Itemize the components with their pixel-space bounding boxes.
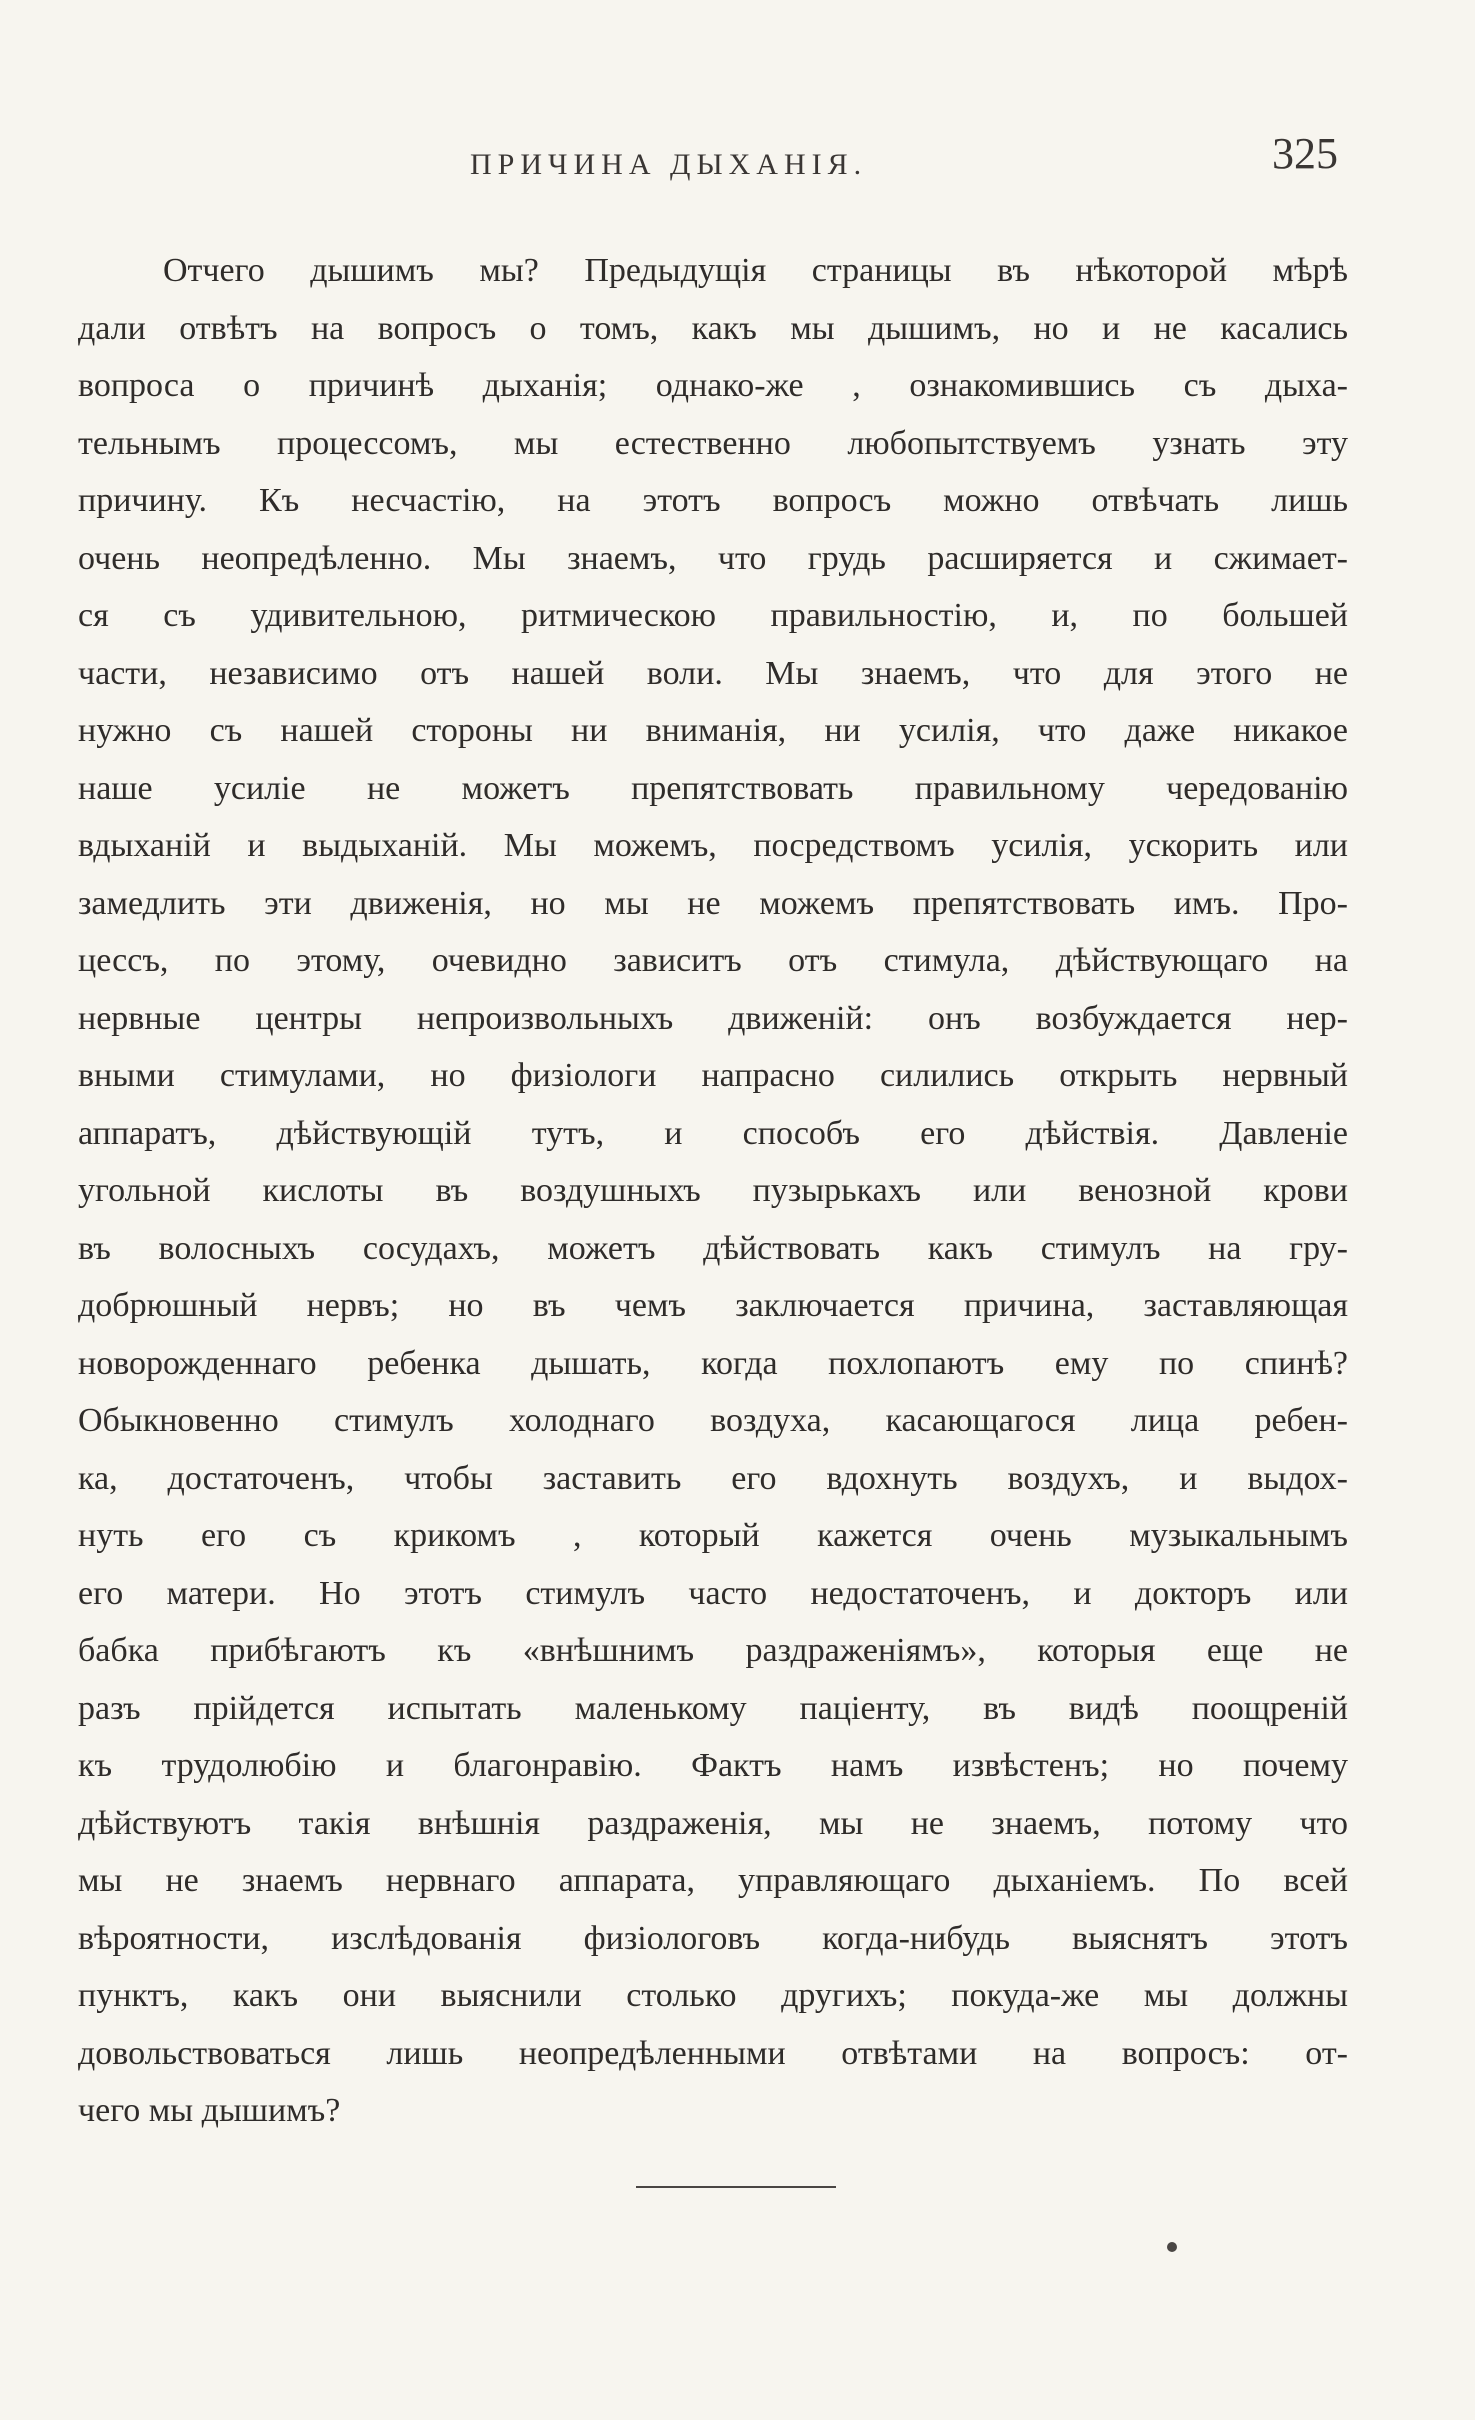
text-line: нуть его съ крикомъ , который кажется очень музыкальнымъ	[78, 1517, 1348, 1554]
text-line: аппаратъ, дѣйствующій тутъ, и способъ его дѣйствія. Давленіе	[78, 1114, 1348, 1152]
text-line: ся съ удивительною, ритмическою правильностію, и, по большей	[78, 597, 1348, 634]
text-line: вдыханій и выдыханій. Мы можемъ, посредствомъ усилія, ускорить или	[78, 827, 1348, 864]
text-line: Отчего дышимъ мы? Предыдущія страницы въ нѣкоторой мѣрѣ	[163, 252, 1348, 289]
text-line: Обыкновенно стимулъ холоднаго воздуха, касающагося лица ребен-	[78, 1402, 1348, 1439]
text-line: части, независимо отъ нашей воли. Мы знаемъ, что для этого не	[78, 654, 1348, 692]
text-line: причину. Къ несчастію, на этотъ вопросъ можно отвѣчать лишь	[78, 482, 1348, 519]
text-line: ка, достаточенъ, чтобы заставить его вдохнуть воздухъ, и выдох-	[78, 1459, 1348, 1497]
text-line: угольной кислоты въ воздушныхъ пузырькахъ или венозной крови	[78, 1172, 1348, 1209]
text-line: разъ прійдется испытать маленькому паціенту, въ видѣ поощреній	[78, 1689, 1348, 1727]
text-line: очень неопредѣленно. Мы знаемъ, что грудь расширяется и сжимает-	[78, 539, 1348, 577]
text-line: вѣроятности, изслѣдованія физіологовъ когда-нибудь выяснятъ этотъ	[78, 1919, 1348, 1957]
text-line: тельнымъ процессомъ, мы естественно любопытствуемъ узнать эту	[78, 424, 1348, 462]
page-number: 325	[1272, 129, 1338, 178]
text-line: довольствоваться лишь неопредѣленными отвѣтами на вопросъ: от-	[78, 2034, 1348, 2072]
print-speck	[1167, 2242, 1177, 2252]
text-line: вопроса о причинѣ дыханія; однако-же , ознакомившись съ дыха-	[78, 367, 1348, 404]
text-line: пунктъ, какъ они выяснили столько другихъ; покуда-же мы должны	[78, 1977, 1348, 2014]
text-line: наше усиліе не можетъ препятствовать правильному чередованію	[78, 769, 1348, 807]
text-line: добрюшный нервъ; но въ чемъ заключается причина, заставляющая	[78, 1287, 1348, 1324]
text-line: къ трудолюбію и благонравію. Фактъ намъ извѣстенъ; но почему	[78, 1747, 1348, 1784]
running-head-title: ПРИЧИНА ДЫХАНІЯ.	[470, 148, 868, 181]
text-line: нужно съ нашей стороны ни вниманія, ни усилія, что даже никакое	[78, 712, 1348, 749]
text-line: бабка прибѣгаютъ къ «внѣшнимъ раздраженіямъ», которыя еще не	[78, 1632, 1348, 1669]
text-line: замедлить эти движенія, но мы не можемъ препятствовать имъ. Про-	[78, 884, 1348, 922]
text-line: дали отвѣтъ на вопросъ о томъ, какъ мы дышимъ, но и не касались	[78, 309, 1348, 347]
text-line: чего мы дышимъ?	[78, 2092, 341, 2129]
text-line: дѣйствуютъ такія внѣшнія раздраженія, мы не знаемъ, потому что	[78, 1804, 1348, 1842]
text-line: мы не знаемъ нервнаго аппарата, управляющаго дыханіемъ. По всей	[78, 1862, 1348, 1899]
text-line: новорожденнаго ребенка дышать, когда похлопаютъ ему по спинѣ?	[78, 1344, 1348, 1382]
text-line: его матери. Но этотъ стимулъ часто недостаточенъ, и докторъ или	[78, 1574, 1348, 1612]
section-end-rule	[636, 2186, 836, 2188]
text-line: нервные центры непроизвольныхъ движеній: онъ возбуждается нер-	[78, 999, 1348, 1037]
text-line: цессъ, по этому, очевидно зависитъ отъ стимула, дѣйствующаго на	[78, 942, 1348, 979]
body-paragraph	[78, 242, 1348, 2140]
text-line: въ волосныхъ сосудахъ, можетъ дѣйствовать какъ стимулъ на гру-	[78, 1229, 1348, 1267]
text-line: вными стимулами, но физіологи напрасно силились открыть нервный	[78, 1057, 1348, 1094]
